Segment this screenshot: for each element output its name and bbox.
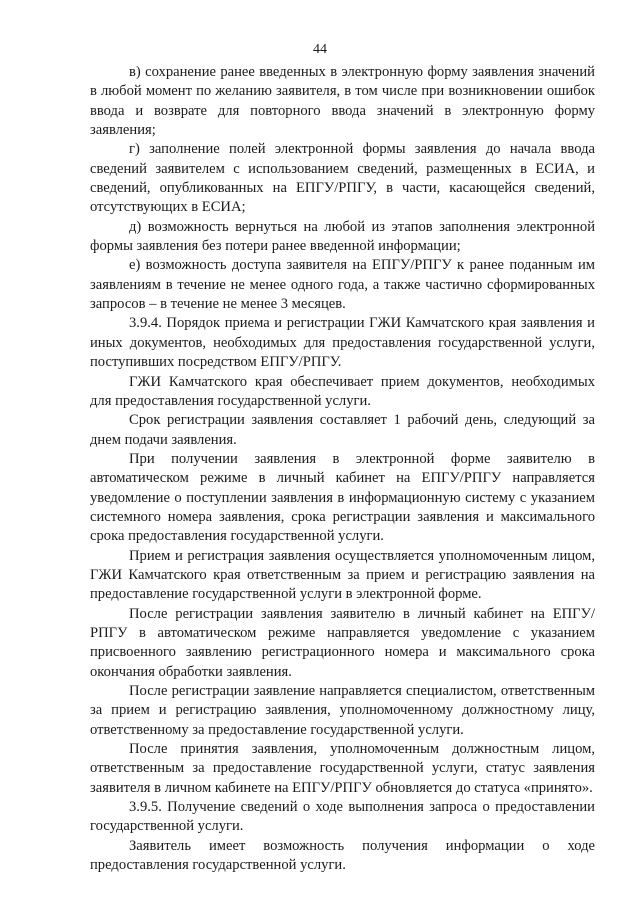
paragraph-document-acceptance: ГЖИ Камчатского края обеспечивает прием документов, необходимых для предоставления государственной услуги. [90, 373, 595, 409]
paragraph-item-d: д) возможность вернуться на любой из этапов заполнения электронной формы заявления без потери ранее введенной информации; [90, 218, 595, 255]
paragraph-receipt-notification: При получении заявления в электронной форме заявителю в автоматическом режиме в личный кабинет на ЕПГУ/РПГУ направляется уведомление о поступлении заявления в информационную систему с указанием системного номера заявления, срока регистрации заявления и максимального срока предоставления государственной услуги. [90, 450, 595, 545]
paragraph-item-e: е) возможность доступа заявителя на ЕПГУ/РПГУ к ранее поданным им заявлениям в течение не менее одного года, а также частично сформированных запросов – в течение не менее 3 месяцев. [90, 257, 595, 313]
paragraph-progress-information: Заявитель имеет возможность получения информации о ходе предоставления государственной услуги. [90, 837, 595, 874]
paragraph-section-3-9-5: 3.9.5. Получение сведений о ходе выполнения запроса о предоставлении государственной услуги. [90, 799, 595, 835]
paragraph-reception-registration: Прием и регистрация заявления осуществляется уполномоченным лицом, ГЖИ Камчатского края ответственным за прием и регистрацию заявления на предоставление государственной услуги в электронной форме. [90, 547, 595, 603]
paragraph-item-g: г) заполнение полей электронной формы заявления до начала ввода сведений заявителем с использованием сведений, размещенных в ЕСИА, и сведений, опубликованных на ЕПГУ/РПГУ, в части, касающейся сведений, отсутствующих в ЕСИА; [90, 141, 595, 216]
paragraph-section-3-9-4: 3.9.4. Порядок приема и регистрации ГЖИ Камчатского края заявления и иных документов, необходимых для предоставления государственной услуги, поступивших посредством ЕПГУ/РПГУ. [90, 315, 595, 371]
paragraph-registration-term: Срок регистрации заявления составляет 1 рабочий день, следующий за днем подачи заявления. [90, 412, 595, 448]
page-number: 44 [313, 42, 327, 57]
paragraph-registration-notification: После регистрации заявления заявителю в личный кабинет на ЕПГУ/РПГУ в автоматическом режиме направляется уведомление с указанием присвоенного заявлению регистрационного номера и максимального срока окончания обработки заявления. [90, 605, 595, 680]
document-body [90, 63, 595, 875]
paragraph-forwarding: После регистрации заявление направляется специалистом, ответственным за прием и регистрацию заявления, уполномоченному должностному лицу, ответственному за предоставление государственной услуги. [90, 683, 595, 738]
paragraph-item-v: в) сохранение ранее введенных в электронную форму заявления значений в любой момент по желанию заявителя, в том числе при возникновении ошибок ввода и возврате для повторного ввода значений в электронную форму заявления; [90, 64, 595, 139]
paragraph-status-update: После принятия заявления, уполномоченным должностным лицом, ответственным за предоставление государственной услуги, статус заявления заявителя в личном кабинете на ЕПГУ/РПГУ обновляется до статуса «принято». [90, 741, 595, 796]
